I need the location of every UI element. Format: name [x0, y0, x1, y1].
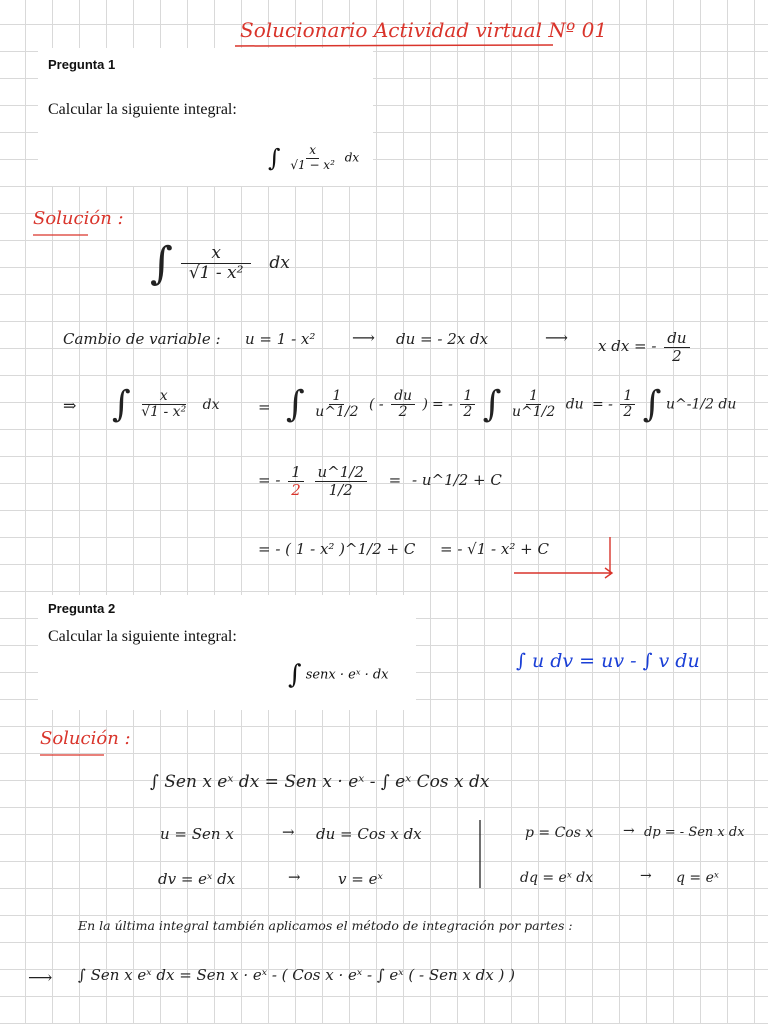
- pregunta-1-integral: ∫ $\frac{x}{\text{√1 − x²}}$ dx: [268, 143, 360, 172]
- sol2-sub3-right: dp = - Sen x dx: [644, 825, 745, 840]
- sol2-sub1-left: u = Sen x: [160, 825, 234, 843]
- partes-formula: ∫ u dv = uv - ∫ v du: [516, 650, 700, 672]
- cambio-label: Cambio de variable :: [63, 330, 221, 348]
- line4-den: 1/2: [328, 480, 353, 499]
- step-d-fnum: 1: [620, 389, 635, 405]
- sol2-final-arrow: ⟶: [28, 968, 53, 988]
- p1-num: x: [306, 144, 319, 158]
- sol2-final-line: ∫ Sen x eˣ dx = Sen x · eˣ - ( Cos x · eˣ - ∫ eˣ ( - Sen x dx ) ): [78, 966, 515, 984]
- pregunta-1-prompt: Calcular la siguiente integral:: [48, 101, 237, 118]
- step-a-num: x: [142, 389, 186, 405]
- sol2-line1: ∫ Sen x eˣ dx = Sen x · eˣ - ∫ eˣ Cos x dx: [150, 772, 490, 792]
- step-b: ∫ $\frac{1}{u\^{}1/2}$ ( - $\frac{du}{2}$ ): [286, 384, 428, 425]
- cambio-xdx-num: du: [664, 330, 689, 348]
- sol2-sub2-arrow: →: [288, 868, 301, 886]
- step-c-iden: u^1/2: [511, 404, 556, 420]
- step-a-den: √1 - x²: [141, 404, 187, 420]
- sol1-line5b: = - √1 - x² + C: [440, 540, 549, 558]
- sol1-l1-den: √1 - x²: [188, 263, 244, 283]
- sol2-divider: [478, 820, 482, 890]
- cambio-sub: u = 1 - x²: [245, 330, 316, 348]
- step-c-inum: 1: [526, 389, 541, 405]
- step-d-expr: u^-1/2 du: [665, 396, 737, 413]
- pregunta-2-label: Pregunta 2: [48, 601, 116, 616]
- step-d-fden: 2: [623, 404, 633, 420]
- p1-den: √1 − x²: [290, 157, 335, 172]
- p2-expr: senx · eˣ · dx: [305, 667, 389, 683]
- cambio-du: du = - 2x dx: [396, 330, 489, 348]
- sol2-note: En la última integral también aplicamos el método de integración por partes :: [78, 918, 573, 933]
- sol2-sub3-left: p = Cos x: [525, 825, 594, 841]
- answer-marker: [512, 535, 622, 580]
- step-c-du: du: [565, 396, 584, 413]
- step-c-fnum: 1: [460, 389, 475, 405]
- step-d-pre: = -: [592, 396, 613, 413]
- cambio-xdx: [598, 330, 693, 364]
- cambio-arrow-1: ⟶: [352, 328, 375, 347]
- step-d: = - $\frac{1}{2}$ ∫ u^-1/2 du: [592, 384, 737, 425]
- pregunta-2-prompt: Calcular la siguiente integral:: [48, 628, 237, 645]
- step-a-dx: dx: [202, 396, 220, 413]
- cambio-xdx-text: x dx = -: [598, 337, 657, 355]
- step-b-paren: ( -: [368, 396, 384, 413]
- sol1-line4: [258, 464, 502, 498]
- step-b-pnum: du: [391, 389, 415, 405]
- solucion-2-heading: Solución :: [40, 728, 131, 749]
- sol1-l1-num: x: [181, 244, 251, 264]
- solucion-2-underline: [40, 754, 110, 757]
- implies-symbol: ⇒: [63, 396, 77, 415]
- cambio-xdx-den: 2: [672, 346, 682, 365]
- sol2-sub1-arrow: →: [282, 823, 295, 841]
- step-c-fden: 2: [463, 404, 473, 420]
- step-b-den: u^1/2: [315, 404, 359, 420]
- sol2-sub4-right: q = eˣ: [676, 870, 719, 886]
- eq-1: =: [258, 398, 271, 416]
- step-b-num: 1: [329, 389, 344, 405]
- sol2-sub1-right: du = Cos x dx: [316, 825, 422, 843]
- sol2-sub3-arrow: →: [623, 823, 635, 839]
- line4-num: u^1/2: [315, 464, 367, 482]
- sol2-sub2-left: dv = eˣ dx: [158, 870, 236, 888]
- step-c: = - $\frac{1}{2}$ ∫ $\frac{1}{u\^{}1/2}$ du: [432, 384, 584, 425]
- line4-pre: = -: [258, 471, 281, 489]
- step-b-pden: 2: [398, 404, 408, 420]
- step-a: ∫ $\frac{x}{\text{√1 - x²}}$ dx: [112, 384, 220, 425]
- pregunta-2-integral: ∫ senx · eˣ · dx: [288, 660, 389, 690]
- sol2-sub4-left: dq = eˣ dx: [520, 870, 594, 886]
- page-title: Solucionario Actividad virtual Nº 01: [240, 18, 608, 42]
- line4-res: - u^1/2 + C: [412, 471, 502, 489]
- pregunta-1-label: Pregunta 1: [48, 57, 116, 72]
- step-c-pre: = -: [432, 396, 453, 413]
- sol1-l1-dx: dx: [269, 253, 290, 273]
- sol1-line5a: = - ( 1 - x² )^1/2 + C: [258, 540, 416, 558]
- line4-fden: 2: [291, 480, 301, 499]
- cambio-arrow-2: ⟶: [545, 328, 568, 347]
- solucion-1-heading: Solución :: [33, 208, 124, 229]
- line4-eq: =: [388, 471, 402, 489]
- step-b-close: ): [422, 396, 428, 413]
- sol2-sub4-arrow: →: [640, 868, 652, 884]
- line4-fnum: 1: [288, 464, 304, 482]
- sol2-sub2-right: v = eˣ: [338, 870, 383, 888]
- solucion-1-underline: [33, 234, 93, 237]
- sol1-line1: ∫ $\frac{x}{\text{√1 - x²}}$ dx: [150, 238, 290, 289]
- p1-dx: dx: [344, 150, 360, 165]
